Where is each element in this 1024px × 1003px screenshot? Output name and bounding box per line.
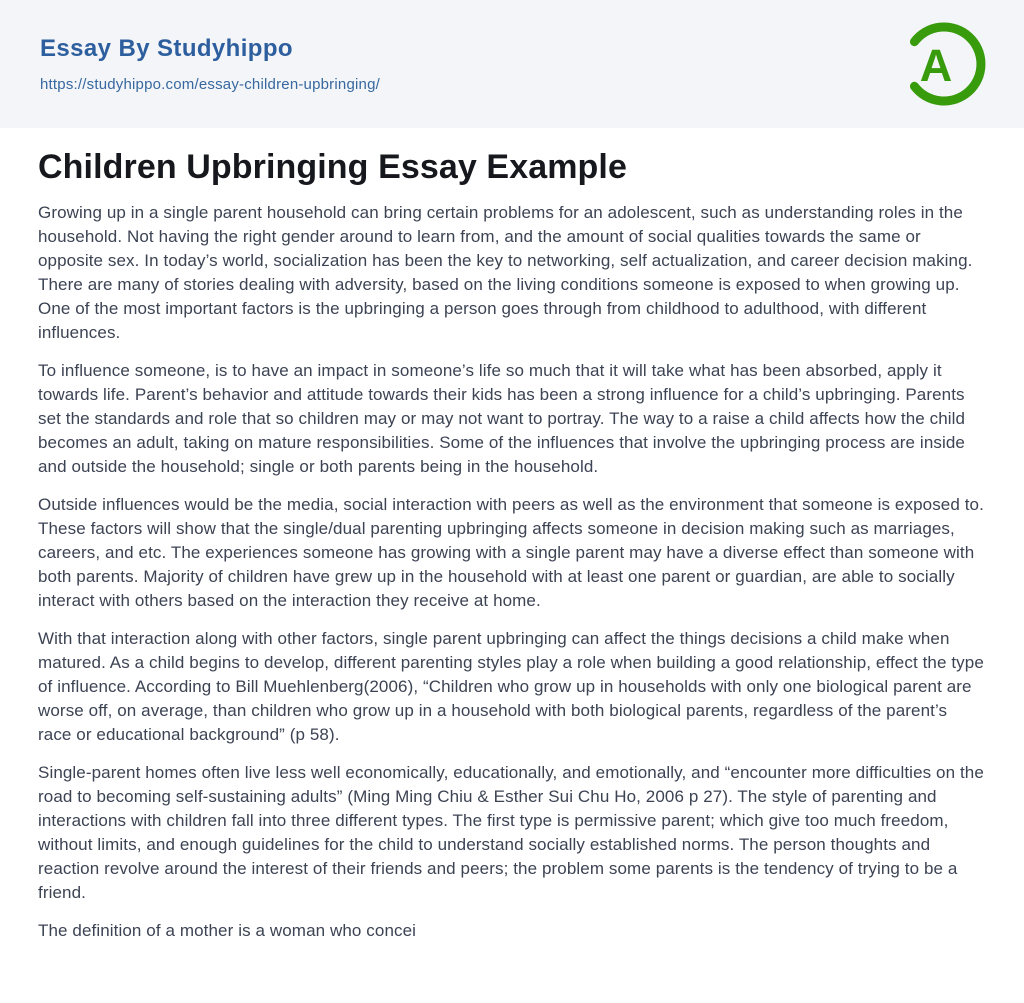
essay-content xyxy=(0,128,1024,943)
essay-paragraph-2: To influence someone, is to have an impact in someone’s life so much that it will take what has been absorbed, apply it towards life. Parent’s behavior and attitude towards their kids has been a strong influence for a child’s upbringing. Parents set the standards and role that so children may or may not want to portray. The way to a raise a child affects how the child becomes an adult, taking on mature responsibilities. Some of the influences that involve the upbringing process are inside and outside the household; single or both parents being in the household. xyxy=(38,361,966,477)
header-text-block xyxy=(40,35,380,93)
essay-title: Children Upbringing Essay Example xyxy=(38,148,627,186)
essay-paragraph-6: The definition of a mother is a woman who concei xyxy=(38,921,417,941)
studyhippo-logo-icon xyxy=(900,20,988,108)
essay-url-link[interactable]: https://studyhippo.com/essay-children-upbringing/ xyxy=(40,75,380,93)
site-title: Essay By Studyhippo xyxy=(40,35,293,63)
essay-paragraph-4: With that interaction along with other factors, single parent upbringing can affect the things decisions a child make when matured. As a child begins to develop, different parenting styles play a role when building a good relationship, effect the type of influence. According to Bill Muehlenberg(2006), “Children who grow up in households with only one biological parent are worse off, on average, than children who grow up in a household with both biological parents, regardless of the parent’s race or educational background” (p 58). xyxy=(38,629,984,745)
site-header xyxy=(0,0,1024,128)
essay-paragraph-1: Growing up in a single parent household can bring certain problems for an adolescent, such as understanding roles in the household. Not having the right gender around to learn from, and the amount of social qualities towards the same or opposite sex. In today’s world, socialization has been the key to networking, self actualization, and career decision making. There are many of stories dealing with adversity, based on the living conditions someone is exposed to when growing up. One of the most important factors is the upbringing a person goes through from childhood to adulthood, with different influences. xyxy=(38,203,973,343)
logo-letter: A xyxy=(919,40,953,91)
essay-paragraph-3: Outside influences would be the media, social interaction with peers as well as the environment that someone is exposed to. These factors will show that the single/dual parenting upbringing affects someone in decision making such as marriages, careers, and etc. The experiences someone has growing with a single parent may have a diverse effect than someone with both parents. Majority of children have grew up in the household with at least one parent or guardian, are able to socially interact with others based on the interaction they receive at home. xyxy=(38,495,984,611)
essay-paragraph-5: Single-parent homes often live less well economically, educationally, and emotionally, and “encounter more difficulties on the road to becoming self-sustaining adults” (Ming Ming Chiu & Esther Sui Chu Ho, 2006 p 27). The style of parenting and interactions with children fall into three different types. The first type is permissive parent; which give too much freedom, without limits, and enough guidelines for the child to understand socially established norms. The person thoughts and reaction revolve around the interest of their friends and peers; the problem some parents is the tendency of trying to be a friend. xyxy=(38,763,984,903)
